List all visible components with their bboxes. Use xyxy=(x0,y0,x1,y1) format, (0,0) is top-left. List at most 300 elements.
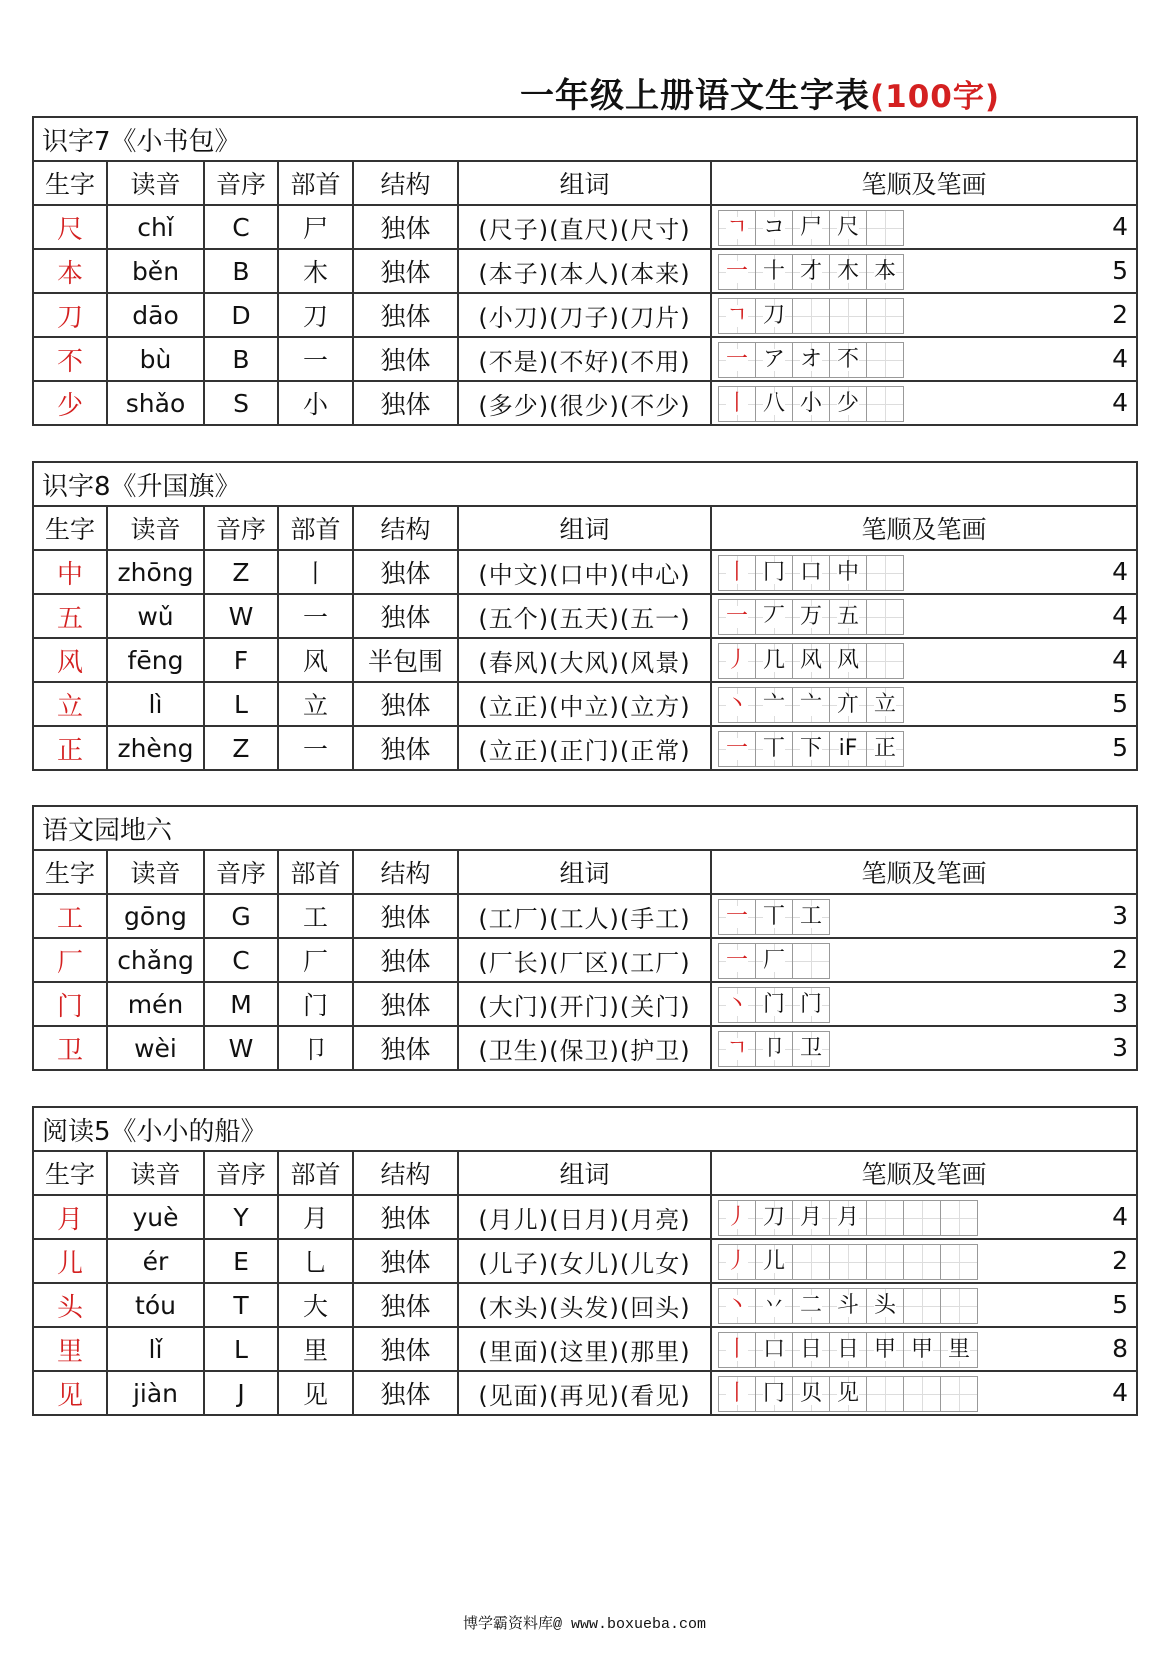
stroke-box xyxy=(792,1031,830,1067)
stroke-box xyxy=(903,1200,941,1236)
stroke-box xyxy=(792,254,830,290)
character-cell: 里 xyxy=(33,1327,107,1371)
words-cell: (本子)(本人)(本来) xyxy=(458,249,711,293)
stroke-order-cell xyxy=(711,1026,1137,1070)
stroke-grid xyxy=(718,254,903,290)
initial-cell: G xyxy=(204,894,278,938)
column-header: 笔顺及笔画 xyxy=(711,850,1137,894)
stroke-box xyxy=(755,731,793,767)
stroke-glyph: 日 xyxy=(836,1337,859,1362)
radical-cell: 卩 xyxy=(278,1026,353,1070)
section-table xyxy=(32,116,1138,426)
section-table xyxy=(32,805,1138,1071)
stroke-box xyxy=(718,643,756,679)
structure-cell: 独体 xyxy=(353,726,458,770)
stroke-box xyxy=(792,643,830,679)
character-cell: 工 xyxy=(33,894,107,938)
stroke-box xyxy=(755,386,793,422)
stroke-glyph: 丨 xyxy=(725,1337,748,1362)
stroke-box xyxy=(792,210,830,246)
stroke-order-cell xyxy=(711,293,1137,337)
table-row xyxy=(33,682,1137,726)
stroke-box xyxy=(755,1244,793,1280)
initial-cell: Y xyxy=(204,1195,278,1239)
stroke-count: 4 xyxy=(1112,344,1129,373)
stroke-order-cell xyxy=(711,1195,1137,1239)
stroke-glyph: 卩 xyxy=(762,1036,785,1061)
initial-cell: F xyxy=(204,638,278,682)
words-cell: (春风)(大风)(风景) xyxy=(458,638,711,682)
pinyin-cell: gōng xyxy=(107,894,204,938)
stroke-box xyxy=(718,943,756,979)
stroke-order-cell xyxy=(711,1239,1137,1283)
stroke-glyph: 丨 xyxy=(725,1381,748,1406)
stroke-box xyxy=(866,386,904,422)
stroke-count: 5 xyxy=(1112,689,1129,718)
character-cell: 本 xyxy=(33,249,107,293)
stroke-glyph: 丆 xyxy=(762,604,785,629)
pinyin-cell: tóu xyxy=(107,1283,204,1327)
table-row xyxy=(33,938,1137,982)
pinyin-cell: mén xyxy=(107,982,204,1026)
radical-cell: 一 xyxy=(278,594,353,638)
stroke-glyph: 斗 xyxy=(836,1293,859,1318)
column-header: 笔顺及笔画 xyxy=(711,161,1137,205)
stroke-box xyxy=(755,943,793,979)
stroke-glyph: 亣 xyxy=(836,692,859,717)
initial-cell: L xyxy=(204,682,278,726)
stroke-box xyxy=(755,1288,793,1324)
pinyin-cell: jiàn xyxy=(107,1371,204,1415)
column-header: 生字 xyxy=(33,1151,107,1195)
stroke-box xyxy=(792,687,830,723)
pinyin-cell: wèi xyxy=(107,1026,204,1070)
table-row xyxy=(33,293,1137,337)
stroke-grid xyxy=(718,899,829,935)
stroke-box xyxy=(792,1332,830,1368)
stroke-glyph: 八 xyxy=(762,391,785,416)
radical-cell: 木 xyxy=(278,249,353,293)
radical-cell: 月 xyxy=(278,1195,353,1239)
stroke-glyph: 下 xyxy=(799,736,822,761)
table-row xyxy=(33,1195,1137,1239)
pinyin-cell: dāo xyxy=(107,293,204,337)
stroke-count: 4 xyxy=(1112,557,1129,586)
stroke-count: 4 xyxy=(1112,388,1129,417)
stroke-box xyxy=(866,1244,904,1280)
table-row xyxy=(33,381,1137,425)
radical-cell: 一 xyxy=(278,726,353,770)
stroke-glyph: 本 xyxy=(873,259,896,284)
section-table xyxy=(32,461,1138,771)
stroke-box xyxy=(866,1376,904,1412)
radical-cell: 一 xyxy=(278,337,353,381)
words-cell: (月儿)(日月)(月亮) xyxy=(458,1195,711,1239)
pinyin-cell: běn xyxy=(107,249,204,293)
initial-cell: M xyxy=(204,982,278,1026)
stroke-glyph: 尸 xyxy=(799,215,822,240)
stroke-count: 4 xyxy=(1112,212,1129,241)
title-text: 一年级上册语文生字表 xyxy=(520,76,870,116)
stroke-box xyxy=(940,1288,978,1324)
stroke-box xyxy=(866,643,904,679)
stroke-box xyxy=(718,298,756,334)
stroke-order-cell xyxy=(711,938,1137,982)
stroke-order-cell xyxy=(711,337,1137,381)
radical-cell: 风 xyxy=(278,638,353,682)
table-row xyxy=(33,1283,1137,1327)
stroke-box xyxy=(940,1200,978,1236)
words-cell: (小刀)(刀子)(刀片) xyxy=(458,293,711,337)
words-cell: (卫生)(保卫)(护卫) xyxy=(458,1026,711,1070)
stroke-box xyxy=(903,1376,941,1412)
stroke-glyph: 门 xyxy=(799,992,822,1017)
initial-cell: S xyxy=(204,381,278,425)
column-header: 读音 xyxy=(107,1151,204,1195)
stroke-count: 3 xyxy=(1112,989,1129,1018)
stroke-glyph: 丅 xyxy=(762,736,785,761)
table-row xyxy=(33,638,1137,682)
stroke-box xyxy=(829,1200,867,1236)
stroke-box xyxy=(718,342,756,378)
table-row xyxy=(33,1239,1137,1283)
stroke-box xyxy=(866,687,904,723)
character-cell: 中 xyxy=(33,550,107,594)
stroke-box xyxy=(718,1244,756,1280)
stroke-box xyxy=(903,1288,941,1324)
stroke-glyph: 小 xyxy=(799,391,822,416)
stroke-count: 3 xyxy=(1112,901,1129,930)
stroke-box xyxy=(718,210,756,246)
stroke-box xyxy=(755,987,793,1023)
stroke-glyph: 亠 xyxy=(799,692,822,717)
stroke-grid xyxy=(718,1244,977,1280)
stroke-box xyxy=(829,1376,867,1412)
stroke-count: 5 xyxy=(1112,733,1129,762)
stroke-grid xyxy=(718,210,903,246)
column-header: 组词 xyxy=(458,850,711,894)
structure-cell: 独体 xyxy=(353,205,458,249)
stroke-grid xyxy=(718,687,903,723)
stroke-glyph: 月 xyxy=(799,1205,822,1230)
stroke-order-cell xyxy=(711,1283,1137,1327)
stroke-glyph: 口 xyxy=(762,1337,785,1362)
stroke-box xyxy=(866,254,904,290)
stroke-glyph: 日 xyxy=(799,1337,822,1362)
pinyin-cell: fēng xyxy=(107,638,204,682)
column-header: 笔顺及笔画 xyxy=(711,1151,1137,1195)
stroke-grid xyxy=(718,1288,977,1324)
radical-cell: 丨 xyxy=(278,550,353,594)
initial-cell: W xyxy=(204,594,278,638)
stroke-box xyxy=(792,386,830,422)
radical-cell: 门 xyxy=(278,982,353,1026)
table-row xyxy=(33,1026,1137,1070)
column-header: 部首 xyxy=(278,850,353,894)
section-table xyxy=(32,1106,1138,1416)
words-cell: (木头)(头发)(回头) xyxy=(458,1283,711,1327)
table-row xyxy=(33,337,1137,381)
stroke-glyph: 亠 xyxy=(762,692,785,717)
stroke-box xyxy=(829,1244,867,1280)
stroke-box xyxy=(755,298,793,334)
words-cell: (立正)(中立)(立方) xyxy=(458,682,711,726)
column-header: 笔顺及笔画 xyxy=(711,506,1137,550)
stroke-box xyxy=(792,943,830,979)
pinyin-cell: ér xyxy=(107,1239,204,1283)
stroke-glyph: 十 xyxy=(762,259,785,284)
section-heading: 识字8《升国旗》 xyxy=(33,462,1137,506)
stroke-glyph: 一 xyxy=(725,347,748,372)
radical-cell: 见 xyxy=(278,1371,353,1415)
stroke-box xyxy=(718,899,756,935)
column-header: 部首 xyxy=(278,1151,353,1195)
initial-cell: B xyxy=(204,337,278,381)
pinyin-cell: lì xyxy=(107,682,204,726)
stroke-glyph: 风 xyxy=(799,648,822,673)
stroke-glyph: コ xyxy=(762,215,785,240)
stroke-glyph: 风 xyxy=(836,648,859,673)
stroke-order-cell xyxy=(711,1371,1137,1415)
structure-cell: 独体 xyxy=(353,1239,458,1283)
stroke-box xyxy=(792,987,830,1023)
column-header: 结构 xyxy=(353,506,458,550)
stroke-glyph: 丶 xyxy=(725,992,748,1017)
stroke-box xyxy=(718,1332,756,1368)
character-cell: 不 xyxy=(33,337,107,381)
stroke-box xyxy=(866,1332,904,1368)
stroke-glyph: 儿 xyxy=(762,1249,785,1274)
stroke-glyph: 月 xyxy=(836,1205,859,1230)
column-header: 部首 xyxy=(278,506,353,550)
page-title xyxy=(520,68,1000,117)
stroke-glyph: 一 xyxy=(725,259,748,284)
stroke-glyph: 门 xyxy=(762,992,785,1017)
stroke-glyph: ㄱ xyxy=(726,303,748,328)
pinyin-cell: chǎng xyxy=(107,938,204,982)
structure-cell: 独体 xyxy=(353,682,458,726)
section-heading: 语文园地六 xyxy=(33,806,1137,850)
stroke-box xyxy=(866,731,904,767)
stroke-box xyxy=(792,731,830,767)
stroke-box xyxy=(829,1288,867,1324)
stroke-grid xyxy=(718,298,903,334)
words-cell: (工厂)(工人)(手工) xyxy=(458,894,711,938)
stroke-box xyxy=(866,599,904,635)
stroke-box xyxy=(866,1288,904,1324)
stroke-box xyxy=(755,599,793,635)
stroke-count: 2 xyxy=(1112,1246,1129,1275)
stroke-box xyxy=(829,687,867,723)
stroke-glyph: 冂 xyxy=(762,1381,785,1406)
stroke-glyph: ㄱ xyxy=(726,1036,748,1061)
stroke-order-cell xyxy=(711,894,1137,938)
column-header: 生字 xyxy=(33,506,107,550)
stroke-box xyxy=(718,254,756,290)
stroke-order-cell xyxy=(711,638,1137,682)
character-cell: 厂 xyxy=(33,938,107,982)
stroke-box xyxy=(866,342,904,378)
words-cell: (厂长)(厂区)(工厂) xyxy=(458,938,711,982)
structure-cell: 独体 xyxy=(353,1327,458,1371)
pinyin-cell: zhèng xyxy=(107,726,204,770)
character-cell: 少 xyxy=(33,381,107,425)
stroke-glyph: 冂 xyxy=(762,560,785,585)
stroke-box xyxy=(829,1332,867,1368)
structure-cell: 独体 xyxy=(353,894,458,938)
column-header: 结构 xyxy=(353,850,458,894)
words-cell: (立正)(正门)(正常) xyxy=(458,726,711,770)
stroke-grid xyxy=(718,943,829,979)
stroke-box xyxy=(792,342,830,378)
initial-cell: C xyxy=(204,205,278,249)
table-row xyxy=(33,550,1137,594)
character-cell: 门 xyxy=(33,982,107,1026)
words-cell: (中文)(口中)(中心) xyxy=(458,550,711,594)
stroke-glyph: 几 xyxy=(762,648,785,673)
stroke-box xyxy=(718,1376,756,1412)
structure-cell: 独体 xyxy=(353,337,458,381)
stroke-box xyxy=(755,555,793,591)
stroke-glyph: 丿 xyxy=(725,1249,748,1274)
stroke-glyph: オ xyxy=(799,347,822,372)
stroke-glyph: 一 xyxy=(725,948,748,973)
initial-cell: E xyxy=(204,1239,278,1283)
stroke-glyph: 刀 xyxy=(762,1205,785,1230)
stroke-count: 4 xyxy=(1112,1202,1129,1231)
stroke-grid xyxy=(718,643,903,679)
character-cell: 头 xyxy=(33,1283,107,1327)
stroke-glyph: 万 xyxy=(799,604,822,629)
structure-cell: 独体 xyxy=(353,938,458,982)
stroke-glyph: 一 xyxy=(725,904,748,929)
stroke-box xyxy=(718,687,756,723)
stroke-glyph: 刀 xyxy=(762,303,785,328)
stroke-box xyxy=(755,254,793,290)
stroke-box xyxy=(718,555,756,591)
stroke-order-cell xyxy=(711,682,1137,726)
initial-cell: B xyxy=(204,249,278,293)
radical-cell: 工 xyxy=(278,894,353,938)
table-row xyxy=(33,1371,1137,1415)
stroke-count: 8 xyxy=(1112,1334,1129,1363)
stroke-count: 5 xyxy=(1112,1290,1129,1319)
pinyin-cell: lǐ xyxy=(107,1327,204,1371)
stroke-order-cell xyxy=(711,726,1137,770)
stroke-glyph: 二 xyxy=(799,1293,822,1318)
stroke-grid xyxy=(718,386,903,422)
character-cell: 正 xyxy=(33,726,107,770)
stroke-glyph: 丶 xyxy=(725,1293,748,1318)
radical-cell: 刀 xyxy=(278,293,353,337)
stroke-box xyxy=(755,1031,793,1067)
column-header: 组词 xyxy=(458,1151,711,1195)
stroke-glyph: 不 xyxy=(836,347,859,372)
stroke-grid xyxy=(718,1031,829,1067)
stroke-box xyxy=(903,1244,941,1280)
words-cell: (多少)(很少)(不少) xyxy=(458,381,711,425)
initial-cell: L xyxy=(204,1327,278,1371)
column-header: 读音 xyxy=(107,161,204,205)
initial-cell: Z xyxy=(204,550,278,594)
stroke-glyph: 甲 xyxy=(873,1337,896,1362)
stroke-glyph: 口 xyxy=(799,560,822,585)
stroke-order-cell xyxy=(711,205,1137,249)
radical-cell: 尸 xyxy=(278,205,353,249)
stroke-box xyxy=(903,1332,941,1368)
column-header: 组词 xyxy=(458,506,711,550)
stroke-box xyxy=(829,386,867,422)
footer-watermark: 博学霸资料库@ www.boxueba.com xyxy=(462,1616,707,1633)
stroke-box xyxy=(718,599,756,635)
column-header: 结构 xyxy=(353,161,458,205)
stroke-box xyxy=(866,210,904,246)
stroke-grid xyxy=(718,1200,977,1236)
stroke-glyph: 正 xyxy=(873,736,896,761)
stroke-glyph: 才 xyxy=(799,259,822,284)
stroke-count: 3 xyxy=(1112,1033,1129,1062)
words-cell: (尺子)(直尺)(尺寸) xyxy=(458,205,711,249)
stroke-box xyxy=(755,1376,793,1412)
stroke-grid xyxy=(718,599,903,635)
stroke-glyph: iF xyxy=(838,736,858,761)
structure-cell: 独体 xyxy=(353,1026,458,1070)
stroke-box xyxy=(718,1200,756,1236)
stroke-box xyxy=(792,599,830,635)
stroke-box xyxy=(829,210,867,246)
stroke-order-cell xyxy=(711,594,1137,638)
stroke-glyph: 丿 xyxy=(725,648,748,673)
character-cell: 卫 xyxy=(33,1026,107,1070)
structure-cell: 半包围 xyxy=(353,638,458,682)
stroke-glyph: 丨 xyxy=(725,391,748,416)
stroke-count: 5 xyxy=(1112,256,1129,285)
stroke-box xyxy=(829,254,867,290)
initial-cell: J xyxy=(204,1371,278,1415)
stroke-grid xyxy=(718,555,903,591)
stroke-glyph: 丿 xyxy=(725,1205,748,1230)
stroke-grid xyxy=(718,1332,977,1368)
stroke-grid xyxy=(718,1376,977,1412)
stroke-glyph: 厂 xyxy=(762,948,785,973)
stroke-box xyxy=(792,555,830,591)
section-heading: 识字7《小书包》 xyxy=(33,117,1137,161)
initial-cell: T xyxy=(204,1283,278,1327)
words-cell: (大门)(开门)(关门) xyxy=(458,982,711,1026)
stroke-glyph: 少 xyxy=(836,391,859,416)
stroke-box xyxy=(792,899,830,935)
stroke-order-cell xyxy=(711,249,1137,293)
initial-cell: C xyxy=(204,938,278,982)
pinyin-cell: bù xyxy=(107,337,204,381)
words-cell: (儿子)(女儿)(儿女) xyxy=(458,1239,711,1283)
stroke-box xyxy=(718,386,756,422)
column-header: 生字 xyxy=(33,161,107,205)
stroke-box xyxy=(829,643,867,679)
character-cell: 儿 xyxy=(33,1239,107,1283)
column-header: 读音 xyxy=(107,506,204,550)
stroke-count: 4 xyxy=(1112,601,1129,630)
stroke-box xyxy=(792,298,830,334)
stroke-glyph: 一 xyxy=(725,604,748,629)
structure-cell: 独体 xyxy=(353,594,458,638)
section-heading: 阅读5《小小的船》 xyxy=(33,1107,1137,1151)
initial-cell: W xyxy=(204,1026,278,1070)
words-cell: (见面)(再见)(看见) xyxy=(458,1371,711,1415)
stroke-glyph: 丶 xyxy=(725,692,748,717)
structure-cell: 独体 xyxy=(353,293,458,337)
table-row xyxy=(33,894,1137,938)
